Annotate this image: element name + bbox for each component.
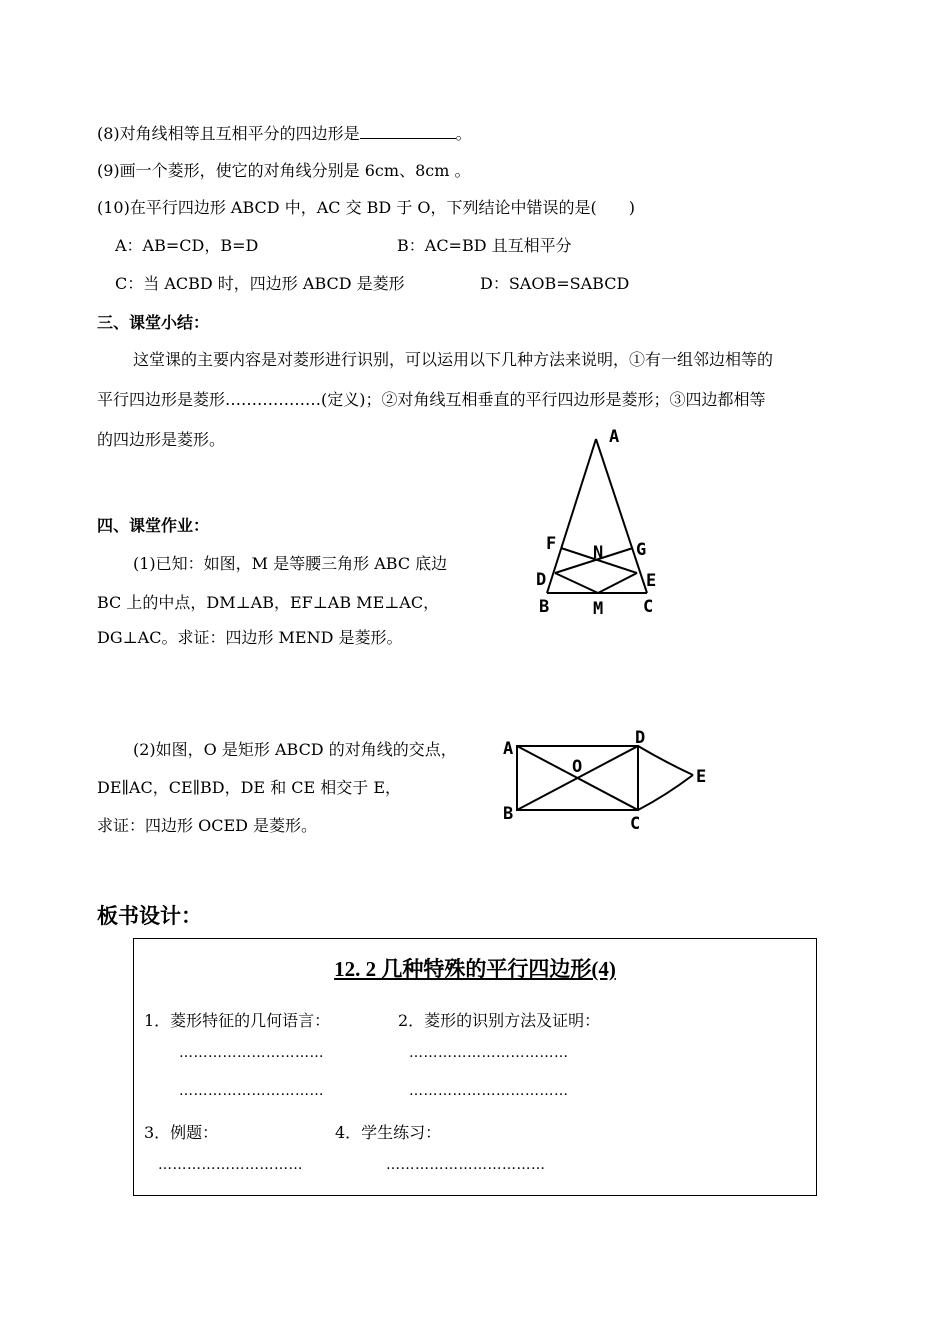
option-c: C：当 ACBD 时，四边形 ABCD 是菱形 [115,274,405,293]
summary-line-1: 这堂课的主要内容是对菱形进行识别，可以运用以下几种方法来说明，①有一组邻边相等的 [133,350,774,369]
board-title: 12. 2 几种特殊的平行四边形(4) [334,957,616,981]
question-8 [97,124,472,144]
option-b: B：AC=BD 且互相平分 [397,236,572,255]
dotted-line: ………………………… [179,1083,324,1099]
label-m: M [593,599,604,619]
homework-heading: 四、课堂作业： [97,516,210,535]
problem-1-line-1: (1)已知：如图，M 是等腰三角形 ABC 底边 [133,554,448,573]
label-o: O [572,757,583,777]
dotted-line: …………………………… [409,1083,569,1099]
problem-2-line-1: (2)如图，O 是矩形 ABCD 的对角线的交点， [133,740,457,759]
label-b: B [503,804,514,824]
label-e: E [646,571,657,591]
problem-1-line-2: BC 上的中点，DM⊥AB，EF⊥AB ME⊥AC， [97,593,440,612]
summary-line-3: 的四边形是菱形。 [97,430,226,449]
summary-heading: 三、课堂小结： [97,313,210,332]
board-heading: 板书设计： [97,904,202,928]
option-a: A：AB=CD，B=D [115,236,259,255]
label-c: C [643,597,654,617]
dotted-line: ………………………… [179,1045,324,1061]
dotted-line: ………………………… [158,1157,303,1173]
dotted-line: …………………………… [386,1157,546,1173]
option-d: D：SAOB=SABCD [480,274,630,293]
dotted-line: …………………………… [409,1045,569,1061]
label-a: A [609,427,620,447]
question-10: (10)在平行四边形 ABCD 中，AC 交 BD 于 O，下列结论中错误的是( ) [97,198,636,217]
question-8-text: (8)对角线相等且互相平分的四边形是 [97,124,360,143]
label-f: F [546,534,557,554]
board-item-4: 4．学生练习： [335,1123,442,1142]
label-d: D [536,570,547,590]
label-g: G [636,540,647,560]
label-e: E [696,767,707,787]
board-item-1: 1．菱形特征的几何语言： [144,1011,331,1030]
rectangle-figure [495,722,720,837]
triangle-figure [525,425,675,620]
board-item-2: 2．菱形的识别方法及证明： [398,1011,601,1030]
label-a: A [503,739,514,759]
board-design-box [133,938,817,1196]
summary-line-2: 平行四边形是菱形………………(定义)；②对角线互相垂直的平行四边形是菱形；③四边都相等 [97,390,766,409]
label-d: D [635,728,646,748]
answer-blank[interactable] [360,124,456,139]
problem-2-line-2: DE∥AC，CE∥BD，DE 和 CE 相交于 E， [97,778,402,797]
question-8-suffix: 。 [455,124,472,143]
label-n: N [593,543,604,563]
problem-1-line-3: DG⊥AC。求证：四边形 MEND 是菱形。 [97,628,403,647]
label-b: B [539,597,550,617]
board-item-3: 3．例题： [144,1123,219,1142]
problem-2-line-3: 求证：四边形 OCED 是菱形。 [97,816,318,835]
question-9: (9)画一个菱形，使它的对角线分别是 6cm、8cm 。 [97,161,471,180]
label-c: C [630,814,641,834]
